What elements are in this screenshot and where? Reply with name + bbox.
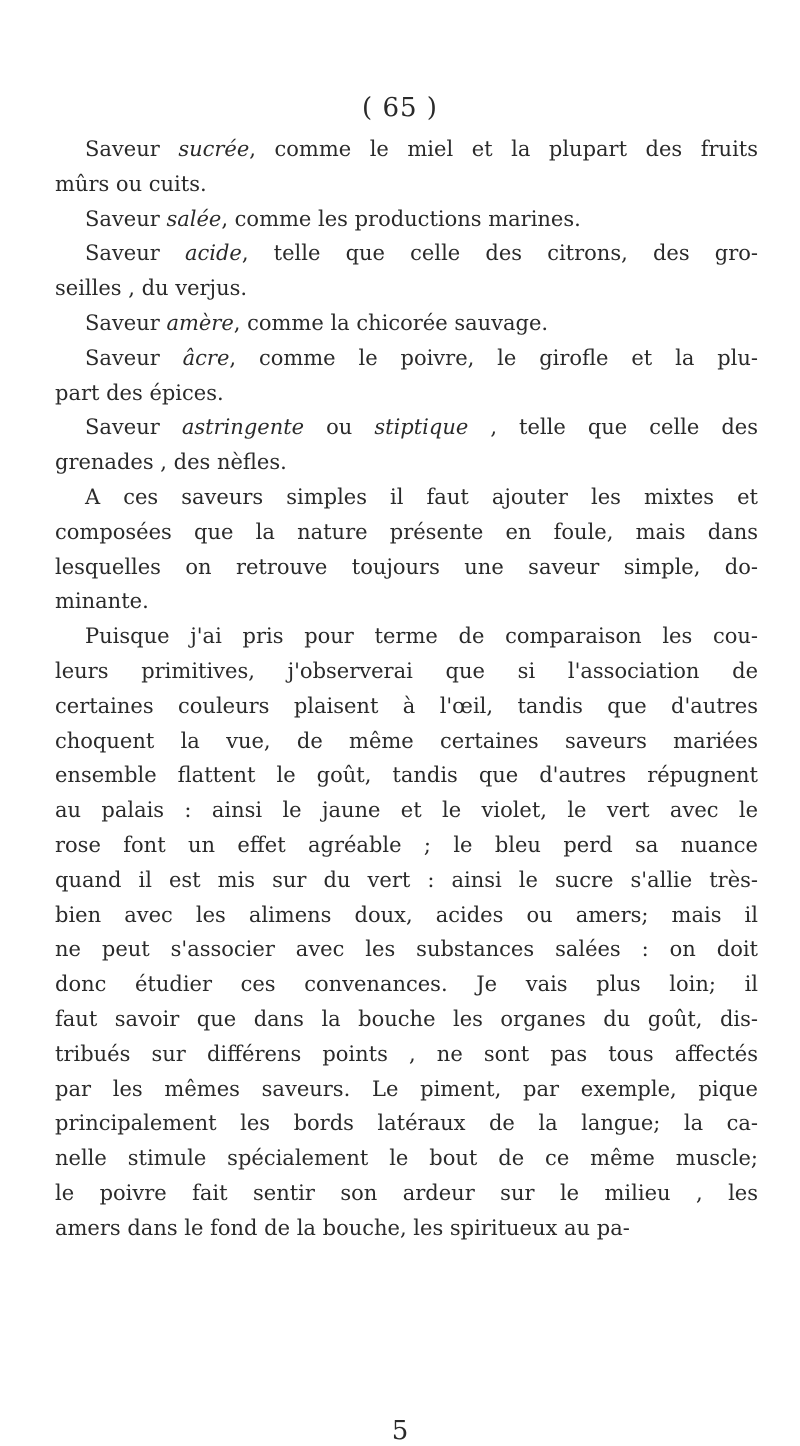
text-segment: Puisque j'ai pris pour terme de comparaison les cou-	[85, 624, 758, 649]
text-segment: , telle que celle des	[468, 415, 759, 440]
text-segment: , comme la chicorée sauvage.	[233, 310, 549, 335]
text-segment: donc étudier ces convenances. Je vais plus loin; il	[55, 972, 758, 997]
text-segment: seilles , du verjus.	[55, 276, 248, 301]
body-text	[55, 132, 758, 1246]
text-segment: amers dans le fond de la bouche, les spiritueux au pa-	[55, 1215, 630, 1240]
text-segment: leurs primitives, j'observerai que si l'association de	[55, 658, 758, 683]
text-line	[55, 932, 758, 967]
text-line	[55, 1211, 758, 1246]
text-segment: tribués sur différens points , ne sont pas tous affectés	[55, 1041, 758, 1066]
text-segment: nelle stimule spécialement le bout de ce même muscle;	[55, 1146, 758, 1171]
italic-term: sucrée	[178, 137, 250, 161]
text-line	[55, 967, 758, 1002]
text-segment: mûrs ou cuits.	[55, 171, 207, 196]
text-line	[55, 619, 758, 654]
text-segment: Saveur	[85, 415, 182, 440]
text-line	[55, 584, 758, 619]
text-line	[55, 793, 758, 828]
text-line	[55, 132, 758, 167]
text-line	[55, 445, 758, 480]
page-number: ( 65 )	[362, 93, 438, 123]
text-line	[55, 1072, 758, 1107]
text-line	[55, 758, 758, 793]
text-line	[55, 1002, 758, 1037]
italic-term: stiptique	[374, 415, 469, 440]
italic-term: amère	[166, 310, 234, 335]
text-line	[55, 1037, 758, 1072]
text-line	[55, 167, 758, 202]
signature-mark: 5	[391, 1416, 409, 1446]
text-line	[55, 202, 758, 237]
text-line	[55, 515, 758, 550]
text-line	[55, 341, 758, 376]
text-line	[55, 550, 758, 585]
italic-term: acide	[184, 241, 242, 266]
text-line	[55, 306, 758, 341]
text-segment: ne peut s'associer avec les substances salées : on doit	[55, 937, 758, 962]
text-segment: le poivre fait sentir son ardeur sur le milieu , les	[55, 1180, 758, 1205]
text-segment: par les mêmes saveurs. Le piment, par exemple, pique	[55, 1076, 758, 1101]
text-segment: rose font un effet agréable ; le bleu perd sa nuance	[55, 832, 758, 857]
text-segment: lesquelles on retrouve toujours une saveur simple, do-	[55, 554, 758, 579]
text-segment: , comme le miel et la plupart des fruits	[249, 137, 759, 161]
text-segment: certaines couleurs plaisent à l'œil, tandis que d'autres	[55, 693, 758, 718]
text-segment: part des épices.	[55, 380, 224, 405]
text-segment: minante.	[55, 589, 149, 614]
text-segment: au palais : ainsi le jaune et le violet, le vert avec le	[55, 798, 758, 823]
text-segment: Saveur	[85, 137, 179, 161]
text-segment: grenades , des nèfles.	[55, 450, 287, 475]
text-segment: choquent la vue, de même certaines saveurs mariées	[55, 728, 758, 753]
text-line	[55, 236, 758, 271]
text-line	[55, 863, 758, 898]
text-line	[55, 689, 758, 724]
italic-term: âcre	[182, 345, 230, 370]
text-segment: quand il est mis sur du vert : ainsi le sucre s'allie très-	[55, 867, 758, 892]
text-segment: Saveur	[85, 310, 167, 335]
italic-term: astringente	[181, 415, 305, 440]
text-line	[55, 271, 758, 306]
text-segment: , comme les productions marines.	[221, 206, 581, 231]
text-line	[55, 1106, 758, 1141]
text-line	[55, 1141, 758, 1176]
text-segment: bien avec les alimens doux, acides ou amers; mais il	[55, 902, 758, 927]
text-segment: ensemble flattent le goût, tandis que d'autres répugnent	[55, 763, 758, 788]
text-line	[55, 654, 758, 689]
text-segment: ou	[304, 415, 375, 440]
text-segment: composées que la nature présente en foule, mais dans	[55, 519, 758, 544]
text-segment: Saveur	[85, 206, 167, 231]
text-segment: principalement les bords latéraux de la langue; la ca-	[55, 1111, 758, 1136]
italic-term: salée	[166, 206, 222, 231]
text-line	[55, 1176, 758, 1211]
text-segment: , telle que celle des citrons, des gro-	[241, 241, 759, 266]
text-segment: , comme le poivre, le girofle et la plu-	[229, 345, 758, 370]
text-segment: A ces saveurs simples il faut ajouter les mixtes et	[85, 484, 758, 509]
text-segment: Saveur	[85, 241, 185, 266]
text-line	[55, 724, 758, 759]
text-line	[55, 480, 758, 515]
text-line	[55, 410, 758, 445]
text-line	[55, 898, 758, 933]
text-line	[55, 828, 758, 863]
text-segment: Saveur	[85, 345, 183, 370]
text-segment: faut savoir que dans la bouche les organes du goût, dis-	[55, 1006, 758, 1031]
text-line	[55, 376, 758, 411]
